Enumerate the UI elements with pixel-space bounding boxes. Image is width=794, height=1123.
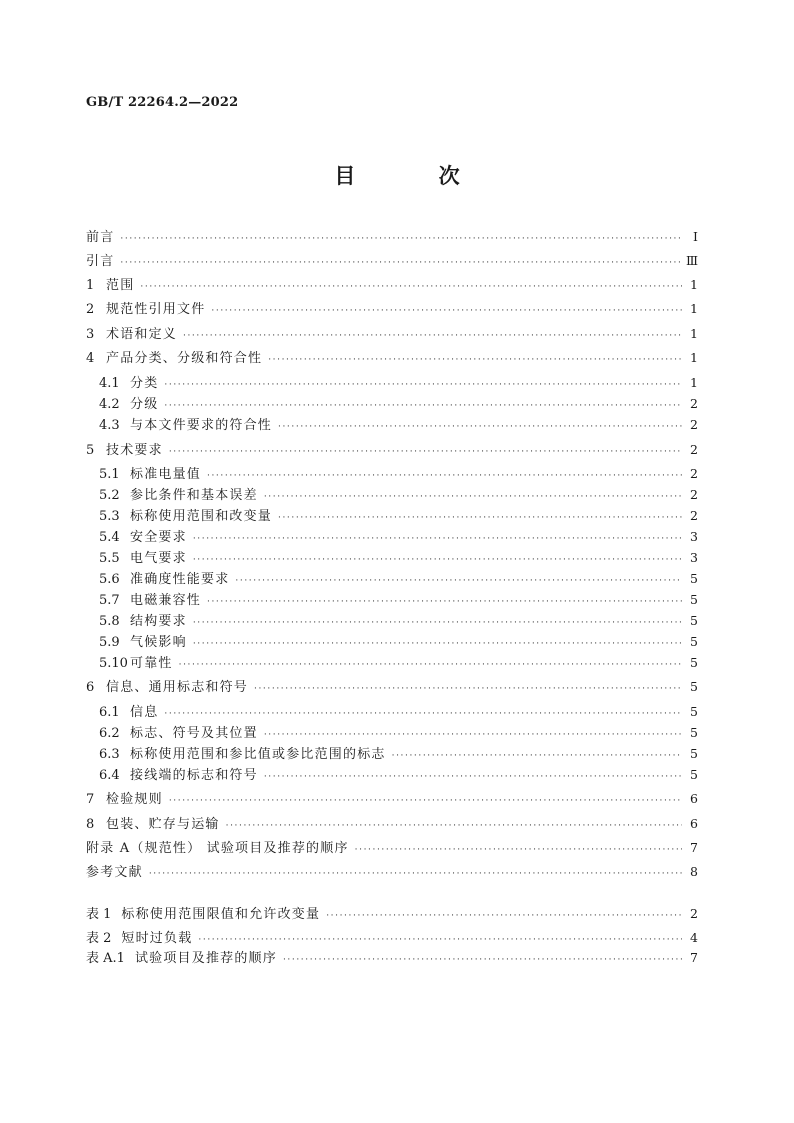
toc-entry[interactable] bbox=[99, 485, 698, 505]
toc-entry[interactable] bbox=[86, 324, 698, 344]
toc-entry-page: 6 bbox=[690, 816, 698, 831]
toc-entry[interactable] bbox=[99, 744, 698, 764]
dot-leader bbox=[179, 655, 682, 675]
toc-entry-number: 4.3 bbox=[99, 418, 120, 433]
toc-entry-page: 5 bbox=[690, 613, 698, 628]
toc-entry[interactable] bbox=[99, 548, 698, 568]
toc-entry-title: 附录 A（规范性） 试验项目及推荐的顺序 bbox=[86, 841, 349, 856]
toc-entry[interactable] bbox=[86, 275, 698, 295]
toc-entry-page: 5 bbox=[690, 679, 698, 694]
toc-entry-title: 产品分类、分级和符合性 bbox=[106, 351, 263, 366]
toc-entry-number: 4.2 bbox=[99, 397, 120, 412]
toc-entry-number: 表 A.1 bbox=[86, 951, 125, 966]
toc-entry-number: 1 bbox=[86, 278, 95, 293]
toc-entry-page: 2 bbox=[690, 442, 698, 457]
dot-leader bbox=[278, 417, 682, 437]
toc-entry-number: 5.6 bbox=[99, 572, 120, 587]
toc-entry-number: 5.1 bbox=[99, 467, 120, 482]
toc-entry-page: 7 bbox=[690, 950, 698, 965]
toc-entry-number: 5.5 bbox=[99, 551, 120, 566]
dot-leader bbox=[268, 350, 682, 370]
toc-entry-page: 2 bbox=[690, 906, 698, 921]
dot-leader bbox=[183, 326, 682, 346]
dot-leader bbox=[264, 725, 682, 745]
toc-entry[interactable] bbox=[99, 394, 698, 414]
toc-entry-number: 6.3 bbox=[99, 747, 120, 762]
toc-entry-title: 信息 bbox=[130, 705, 159, 720]
toc-table-entry[interactable] bbox=[86, 948, 698, 968]
toc-entry-page: 2 bbox=[690, 417, 698, 432]
toc-entry-number: 5.7 bbox=[99, 593, 120, 608]
toc-entry-page: 3 bbox=[690, 529, 698, 544]
dot-leader bbox=[283, 950, 682, 970]
dot-leader bbox=[264, 487, 682, 507]
dot-leader bbox=[140, 277, 682, 297]
toc-entry-number: 表 2 bbox=[86, 931, 112, 946]
toc-entry-page: 1 bbox=[690, 350, 698, 365]
toc-entry-number: 5.3 bbox=[99, 509, 120, 524]
dot-leader bbox=[193, 613, 682, 633]
dot-leader bbox=[207, 592, 682, 612]
toc-entry-title: 标志、符号及其位置 bbox=[130, 726, 258, 741]
toc-entry[interactable] bbox=[99, 653, 698, 673]
toc-entry-title: 分类 bbox=[130, 376, 159, 391]
toc-entry-title: 检验规则 bbox=[106, 792, 163, 807]
toc-entry-page: 2 bbox=[690, 396, 698, 411]
toc-entry-number: 4 bbox=[86, 351, 95, 366]
toc-entry-title: 信息、通用标志和符号 bbox=[106, 680, 249, 695]
toc-entry-page: 6 bbox=[690, 791, 698, 806]
toc-entry-page: 1 bbox=[690, 326, 698, 341]
dot-leader bbox=[193, 550, 682, 570]
toc-entry-page: 5 bbox=[690, 634, 698, 649]
toc-entry-page: 5 bbox=[690, 725, 698, 740]
toc-entry[interactable] bbox=[99, 464, 698, 484]
toc-entry-number: 4.1 bbox=[99, 376, 120, 391]
toc-entry-page: 5 bbox=[690, 592, 698, 607]
toc-entry-page: 1 bbox=[690, 301, 698, 316]
toc-entry-number: 5.8 bbox=[99, 614, 120, 629]
toc-entry-title: 可靠性 bbox=[130, 656, 173, 671]
toc-entry-title: 短时过负载 bbox=[121, 931, 193, 946]
toc-title: 目 次 bbox=[334, 163, 498, 188]
toc-entry-title: 试验项目及推荐的顺序 bbox=[134, 951, 277, 966]
toc-entry-page: 8 bbox=[690, 864, 698, 879]
toc-entry-title: 接线端的标志和符号 bbox=[130, 768, 258, 783]
dot-leader bbox=[149, 864, 682, 884]
toc-entry-number: 5.10 bbox=[99, 656, 128, 671]
toc-entry-page: Ⅰ bbox=[693, 229, 698, 244]
toc-entry[interactable] bbox=[86, 251, 698, 271]
toc-entry-page: 7 bbox=[690, 840, 698, 855]
toc-entry-title: 标准电量值 bbox=[130, 467, 202, 482]
toc-entry-number: 8 bbox=[86, 817, 95, 832]
toc-entry-title: 气候影响 bbox=[130, 635, 187, 650]
toc-entry-page: 2 bbox=[690, 466, 698, 481]
dot-leader bbox=[226, 816, 682, 836]
toc-entry-page: 5 bbox=[690, 571, 698, 586]
dot-leader bbox=[254, 679, 682, 699]
toc-entry[interactable] bbox=[86, 348, 698, 368]
toc-table-entry[interactable] bbox=[86, 928, 698, 948]
toc-entry-title: 前言 bbox=[86, 230, 115, 245]
toc-entry-number: 2 bbox=[86, 302, 95, 317]
toc-entry-number: 5.9 bbox=[99, 635, 120, 650]
toc-entry-page: 1 bbox=[690, 375, 698, 390]
toc-entry-title: 与本文件要求的符合性 bbox=[130, 418, 273, 433]
dot-leader bbox=[164, 396, 682, 416]
toc-entry-page: Ⅲ bbox=[685, 253, 698, 268]
toc-entry-title: 标称使用范围和参比值或参比范围的标志 bbox=[130, 747, 386, 762]
toc-entry[interactable] bbox=[99, 590, 698, 610]
toc-entry[interactable] bbox=[99, 611, 698, 631]
toc-entry-number: 5.2 bbox=[99, 488, 120, 503]
toc-entry-title: 包装、贮存与运输 bbox=[106, 817, 220, 832]
toc-entry-title: 电气要求 bbox=[130, 551, 187, 566]
toc-entry-page: 5 bbox=[690, 704, 698, 719]
dot-leader bbox=[169, 442, 682, 462]
toc-entry[interactable] bbox=[99, 723, 698, 743]
toc-entry-number: 6.1 bbox=[99, 705, 120, 720]
toc-entry[interactable] bbox=[86, 227, 698, 247]
toc-entry-number: 5 bbox=[86, 443, 95, 458]
toc-entry-title: 标称使用范围和改变量 bbox=[130, 509, 273, 524]
toc-entry[interactable] bbox=[86, 838, 698, 858]
toc-entry-page: 2 bbox=[690, 508, 698, 523]
toc-entry[interactable] bbox=[86, 299, 698, 319]
dot-leader bbox=[326, 906, 682, 926]
dot-leader bbox=[193, 529, 682, 549]
dot-leader bbox=[278, 508, 682, 528]
toc-entry-page: 5 bbox=[690, 655, 698, 670]
toc-entry[interactable] bbox=[86, 814, 698, 834]
dot-leader bbox=[169, 791, 682, 811]
toc-entry-title: 标称使用范围限值和允许改变量 bbox=[121, 907, 321, 922]
toc-entry[interactable] bbox=[99, 506, 698, 526]
dot-leader bbox=[164, 704, 682, 724]
toc-entry[interactable] bbox=[99, 765, 698, 785]
dot-leader bbox=[164, 375, 682, 395]
toc-entry[interactable] bbox=[99, 373, 698, 393]
toc-entry[interactable] bbox=[86, 440, 698, 460]
toc-entry-title: 电磁兼容性 bbox=[130, 593, 202, 608]
toc-entry[interactable] bbox=[99, 569, 698, 589]
toc-entry-number: 3 bbox=[86, 327, 95, 342]
toc-entry-title: 参考文献 bbox=[86, 865, 143, 880]
toc-entry[interactable] bbox=[99, 632, 698, 652]
dot-leader bbox=[355, 840, 682, 860]
dot-leader bbox=[198, 930, 682, 950]
toc-entry-page: 2 bbox=[690, 487, 698, 502]
dot-leader bbox=[207, 466, 682, 486]
toc-entry-number: 7 bbox=[86, 792, 95, 807]
toc-entry-title: 范围 bbox=[106, 278, 135, 293]
toc-entry-number: 6 bbox=[86, 680, 95, 695]
toc-entry-title: 技术要求 bbox=[106, 443, 163, 458]
dot-leader bbox=[235, 571, 682, 591]
dot-leader bbox=[193, 634, 682, 654]
toc-entry-page: 5 bbox=[690, 746, 698, 761]
toc-entry-page: 3 bbox=[690, 550, 698, 565]
toc-entry[interactable] bbox=[99, 527, 698, 547]
toc-entry[interactable] bbox=[86, 862, 698, 882]
toc-entry-title: 参比条件和基本误差 bbox=[130, 488, 258, 503]
toc-entry-title: 规范性引用文件 bbox=[106, 302, 206, 317]
toc-entry-page: 5 bbox=[690, 767, 698, 782]
toc-entry-title: 分级 bbox=[130, 397, 159, 412]
toc-entry-page: 1 bbox=[690, 277, 698, 292]
document-code: GB/T 22264.2—2022 bbox=[86, 95, 239, 110]
toc-entry-title: 安全要求 bbox=[130, 530, 187, 545]
dot-leader bbox=[211, 301, 682, 321]
dot-leader bbox=[264, 767, 682, 787]
dot-leader bbox=[392, 746, 682, 766]
toc-entry-number: 6.2 bbox=[99, 726, 120, 741]
toc-entry[interactable] bbox=[99, 702, 698, 722]
toc-entry-page: 4 bbox=[690, 930, 698, 945]
toc-entry-number: 6.4 bbox=[99, 768, 120, 783]
toc-entry[interactable] bbox=[86, 677, 698, 697]
toc-entry-number: 表 1 bbox=[86, 907, 112, 922]
dot-leader bbox=[120, 229, 682, 249]
toc-entry-title: 准确度性能要求 bbox=[130, 572, 230, 587]
toc-entry[interactable] bbox=[86, 789, 698, 809]
toc-table-entry[interactable] bbox=[86, 904, 698, 924]
dot-leader bbox=[120, 253, 680, 273]
toc-entry-title: 术语和定义 bbox=[106, 327, 178, 342]
toc-entry-title: 结构要求 bbox=[130, 614, 187, 629]
toc-entry-number: 5.4 bbox=[99, 530, 120, 545]
toc-entry-title: 引言 bbox=[86, 254, 115, 269]
toc-entry[interactable] bbox=[99, 415, 698, 435]
